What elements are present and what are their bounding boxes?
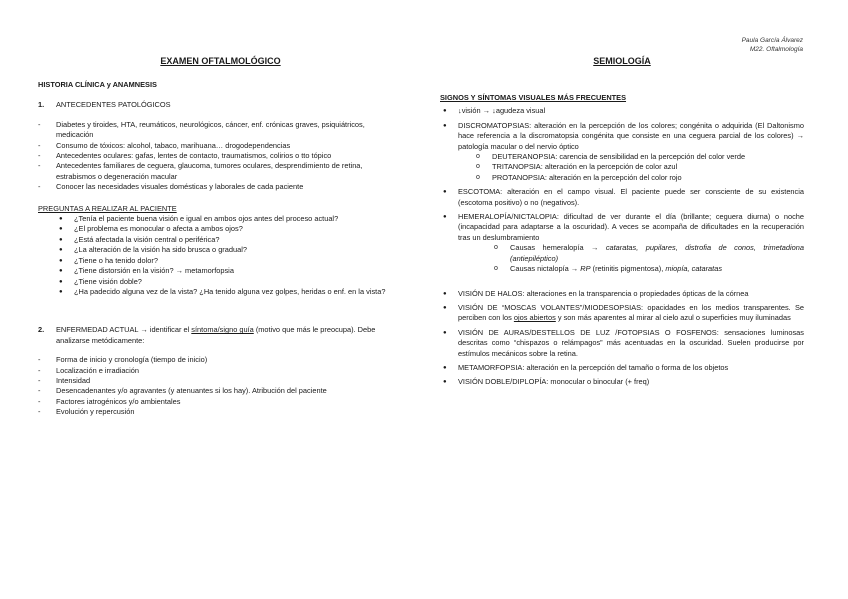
sub-label: Causas hemeralopía → <box>510 243 599 253</box>
right-column <box>440 56 804 388</box>
list-item: - Diabetes y tiroides, HTA, reumáticos, neurológicos, cáncer, enf. crónicas graves, psiquiátricos, medicación <box>38 120 403 141</box>
course-name: M22. Oftalmología <box>749 46 803 53</box>
down-arrow-icon: ↓ <box>492 106 496 116</box>
list-item: - Factores iatrogénicos y/o ambientales <box>38 397 403 407</box>
acuity-text: agudeza visual <box>495 106 546 116</box>
sign-text: opacidades en los medios transparentes. Se perciben con los <box>458 302 804 323</box>
sub-end: miopía, cataratas <box>665 264 723 274</box>
list-item: ● ¿Tiene distorsión en la visión? → metamorfopsia <box>56 266 403 276</box>
sign-text: alteración en la percepción de los colores; congénita o adquirida (El Daltonismo hace referencia a la discromatopsia congénita que consiste en una ceguera parcial de los colores) → patología macular o del nervio óptico <box>458 120 804 151</box>
sign-text: alteración en la percepción del tamaño o forma de los objetos <box>526 362 729 372</box>
sign-hemeralopia <box>440 212 804 274</box>
history-heading: HISTORIA CLÍNICA y ANAMNESIS <box>38 80 157 89</box>
sign-text: alteraciones en la transparencia o propiedades ópticas de la córnea <box>526 288 749 298</box>
left-title: EXAMEN OFTALMOLÓGICO <box>160 56 281 66</box>
sign-label: VISIÓN DE AURAS/DESTELLOS DE LUZ /FOTOPSIAS O FOSFENOS: <box>458 327 719 337</box>
sign-vision <box>440 106 804 116</box>
sub-label: PROTANOPSIA: <box>492 172 547 182</box>
list-item: - Consumo de tóxicos: alcohol, tabaco, marihuana… drogodependencias <box>38 141 403 151</box>
right-title: SEMIOLOGÍA <box>593 56 651 66</box>
list-item: ● ¿Está afectada la visión central o periférica? <box>56 235 403 245</box>
arrow-icon: → <box>140 325 148 335</box>
antecedentes-list <box>38 120 403 193</box>
author-name: Paula García Álvarez <box>741 37 803 44</box>
signs-list <box>440 106 804 387</box>
list-item: ● ¿Tenía el paciente buena visión e igual en ambos ojos antes del proceso actual? <box>56 214 403 224</box>
section-2-sign: síntoma/signo guía <box>191 325 254 335</box>
sub-item <box>494 264 804 274</box>
list-item: - Antecedentes oculares: gafas, lentes de contacto, traumatismos, colirios o tto tópico <box>38 151 403 161</box>
sign-label: HEMERALOPÍA/NICTALOPIA: <box>458 212 559 222</box>
section-2-label: ENFERMEDAD ACTUAL <box>56 325 139 335</box>
vision-text: visión <box>461 106 481 116</box>
left-column <box>38 56 403 418</box>
list-item: ● ¿La alteración de la visión ha sido brusca o gradual? <box>56 245 403 255</box>
sub-label: Causas nictalopía → <box>510 264 579 274</box>
sub-text: alteración en la percepción del color rojo <box>548 172 682 182</box>
enfermedad-list <box>38 355 403 417</box>
sign-text: monocular o binocular (+ freq) <box>550 377 650 387</box>
section-2-rest: (motivo que más le preocupa). Debe analizarse metódicamente: <box>56 325 376 345</box>
sign-auras <box>440 328 804 359</box>
signs-heading: SIGNOS Y SÍNTOMAS VISUALES MÁS FRECUENTES <box>440 93 627 102</box>
sign-moscas <box>440 303 804 324</box>
sign-label: VISIÓN DE “MOSCAS VOLANTES”/MIODESOPSIAS: <box>458 302 644 312</box>
list-item: - Conocer las necesidades visuales domésticas y laborales de cada paciente <box>38 182 403 192</box>
sign-text-2: y son más aparentes al mirar al cielo azul o superficies muy iluminadas <box>557 313 791 323</box>
section-1-number: 1. <box>38 100 45 110</box>
sub-item <box>494 243 804 264</box>
sub-item <box>476 173 804 183</box>
sub-item <box>476 152 804 162</box>
list-item: ● ¿Ha padecido alguna vez de la vista? ¿Ha tenido alguna vez golpes, heridas o enf. en la vista? <box>56 287 403 297</box>
questions-heading: PREGUNTAS A REALIZAR AL PACIENTE <box>38 203 177 213</box>
discro-sublist <box>476 152 804 183</box>
list-item: - Localización e irradiación <box>38 366 403 376</box>
down-arrow-icon: ↓ <box>458 106 462 116</box>
section-1-label: ANTECEDENTES PATOLÓGICOS <box>56 100 171 110</box>
list-item: - Evolución y repercusión <box>38 407 403 417</box>
sign-metamorfopsia <box>440 363 804 373</box>
sign-label: VISIÓN DOBLE/DIPLOPÍA: <box>458 377 549 387</box>
sub-mid: (retinitis pigmentosa), <box>592 264 664 274</box>
list-item: - Desencadenantes y/o agravantes (y atenuantes si los hay). Atribución del paciente <box>38 386 403 396</box>
section-2-text <box>56 325 403 346</box>
section-2-identify: identificar el <box>149 325 190 335</box>
sign-escotoma <box>440 187 804 208</box>
sign-label: DISCROMATOPSIAS: <box>458 120 532 130</box>
sub-rp: RP <box>580 264 591 274</box>
list-item: - Forma de inicio y cronología (tiempo de inicio) <box>38 355 403 365</box>
author-block <box>742 36 803 54</box>
list-item: ● ¿Tiene o ha tenido dolor? <box>56 256 403 266</box>
sign-text: sensaciones luminosas descritas como “chispazos o relámpagos” más acentuadas en la oscuridad. Suelen producirse por estímulos mecánicos sobre la retina. <box>458 327 804 358</box>
sign-discromatopsias <box>440 121 804 183</box>
sign-diplopia <box>440 377 804 387</box>
questions-list <box>56 214 403 297</box>
sub-text: carencia de sensibilidad en la percepción del color verde <box>559 152 746 162</box>
list-item: - Intensidad <box>38 376 403 386</box>
sign-text: alteración en el campo visual. El paciente puede ser consciente de su existencia (escotoma positivo) o no (negativos). <box>458 187 804 207</box>
sign-halos <box>440 289 804 299</box>
hemeralopia-sublist <box>494 243 804 274</box>
list-item: - Antecedentes familiares de ceguera, glaucoma, tumores oculares, desprendimiento de retina, estrabismos o degeneración macular <box>38 161 403 182</box>
sign-label: ESCOTOMA: <box>458 187 503 197</box>
sub-label: TRITANOPSIA: <box>492 162 543 172</box>
list-item: ● ¿Tiene visión doble? <box>56 277 403 287</box>
arrow-icon: → <box>482 106 491 116</box>
sub-text: cataratas, pupilares, distrofia de conos, trimetadiona (antiepiléptico) <box>510 243 804 263</box>
section-2-number: 2. <box>38 325 45 335</box>
list-item: ● ¿El problema es monocular o afecta a ambos ojos? <box>56 224 403 234</box>
sub-text: alteración en la percepción de color azul <box>544 162 678 172</box>
section-1-heading <box>38 100 403 110</box>
sign-text: dificultad de ver durante el día (brillante; ceguera diurna) o noche (incapacidad para adaptarse a la oscuridad). A veces se acompaña de dificultades en la recuperación tras un deslumbramiento <box>458 212 804 242</box>
sign-ojos: ojos abiertos <box>513 313 556 323</box>
sign-label: METAMORFOPSIA: <box>458 362 525 372</box>
sub-label: DEUTERANOPSIA: <box>492 152 558 162</box>
sign-label: VISIÓN DE HALOS: <box>458 288 525 298</box>
section-2-heading <box>38 325 403 346</box>
sub-item <box>476 162 804 172</box>
